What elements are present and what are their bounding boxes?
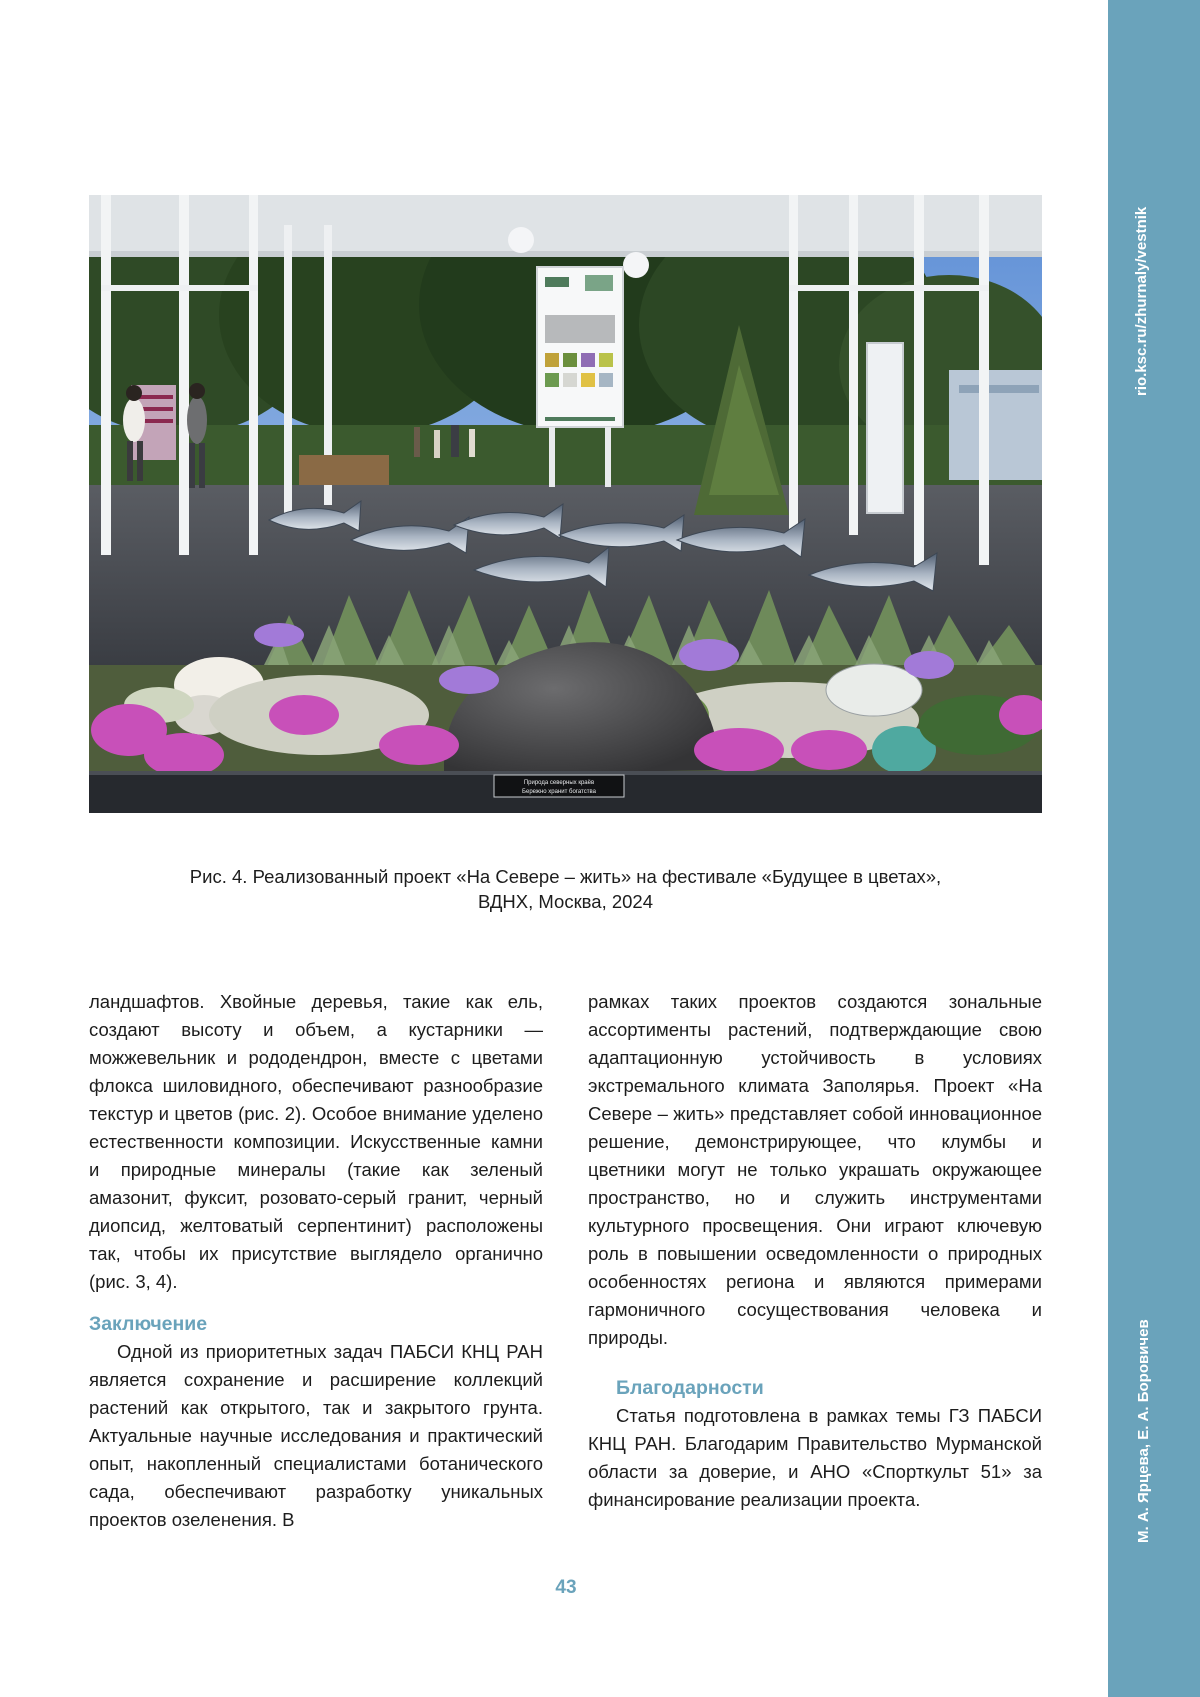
left-paragraph-2: Одной из приоритетных задач ПАБСИ КНЦ РАН является сохранение и расширение коллекций растений как открытого, так и закрытого грунта. Актуальные научные исследования и практический опыт, накопленный специалистами ботанического сада, обеспечивают разработку уникальных проектов озеленения. В: [89, 1341, 543, 1530]
right-paragraph-2: Статья подготовлена в рамках темы ГЗ ПАБСИ КНЦ РАН. Благодарим Правительство Мурманской области за доверие, и АНО «Спорткульт 51» за финансирование реализации проекта.: [588, 1405, 1042, 1510]
figure-photo: [89, 195, 1042, 813]
left-column: [89, 988, 543, 1534]
left-paragraph-1: ландшафтов. Хвойные деревья, такие как ель, создают высоту и объем, а кустарники — можжевельник и рододендрон, вместе с цветами флокса шиловидного, обеспечивают разнообразие текстур и цветов (рис. 2). Особое внимание уделено естественности композиции. Искусственные камни и природные минералы (такие как зеленый амазонит, фуксит, розовато-серый гранит, черный диопсид, желтоватый серпентинит) расположены так, чтобы их присутствие выглядело органично (рис. 3, 4).: [89, 991, 543, 1292]
caption-line-1: Рис. 4. Реализованный проект «На Севере – жить» на фестивале «Будущее в цветах»,: [189, 866, 942, 887]
right-column: [588, 988, 1042, 1514]
figure-plaque-line1: Природа северных краёв: [523, 780, 595, 786]
acknowledgements-heading: Благодарности: [616, 1377, 764, 1399]
journal-url[interactable]: rio.ksc.ru/zhurnaly/vestnik: [1133, 206, 1150, 396]
right-paragraph-1: рамках таких проектов создаются зональные ассортименты растений, подтверждающие свою адаптационную устойчивость в условиях экстремального климата Заполярья. Проект «На Севере – жить» представляет собой инновационное решение, демонстрирующее, что клумбы и цветники могут не только украшать окружающее пространство, но и служить инструментами культурного просвещения. Они играют ключевую роль в повышении осведомленности о природных особенностях региона и являются примерами гармоничного сосуществования человека и природы.: [588, 991, 1042, 1348]
conclusion-heading: Заключение: [89, 1313, 208, 1335]
figure-plaque-line2: Бережно хранит богатства: [522, 789, 596, 795]
running-authors: М. А. Ярцева, Е. А. Боровичев: [1135, 1319, 1152, 1543]
page-number: 43: [555, 1577, 577, 1598]
caption-line-2: ВДНХ, Москва, 2024: [477, 891, 654, 912]
journal-sidebar: [1108, 0, 1200, 1697]
figure-caption: [89, 864, 1042, 914]
